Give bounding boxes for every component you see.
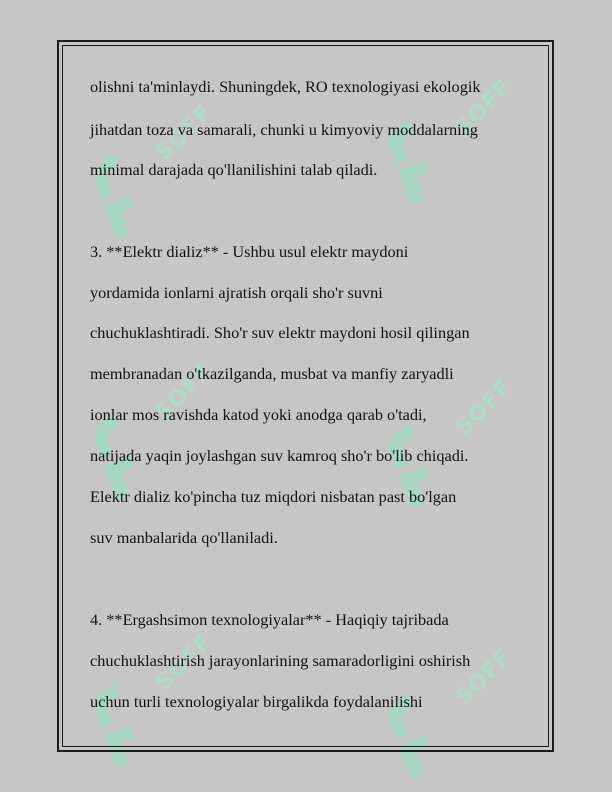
- watermark-text: SOFF: [151, 359, 218, 426]
- text-line: Elektr dializ ko'pincha tuz miqdori nisbatan past bo'lgan: [90, 487, 457, 506]
- page-border-inner: [62, 45, 549, 747]
- text-line: chuchuklashtiradi. Sho'r suv elektr maydoni hosil qilingan: [90, 323, 470, 342]
- watermark-text: SOFF: [451, 644, 518, 711]
- text-line: 3. **Elektr dializ** - Ushbu usul elektr maydoni: [90, 242, 409, 261]
- watermark-text: SOFF: [451, 374, 518, 441]
- text-line: membranadan o'tkazilganda, musbat va manfiy zaryadli: [90, 364, 454, 383]
- text-line: uchun turli texnologiyalar birgalikda foydalanilishi: [90, 692, 423, 711]
- text-line: olishni ta'minlaydi. Shuningdek, RO texnologiyasi ekologik: [90, 77, 481, 96]
- text-line: ionlar mos ravishda katod yoki anodga qarab o'tadi,: [90, 405, 427, 424]
- watermark-text: SOFF: [151, 99, 218, 166]
- watermark-text: SOFF: [151, 629, 218, 696]
- text-line: natijada yaqin joylashgan suv kamroq sho'r bo'lib chiqadi.: [90, 446, 469, 465]
- text-line: jihatdan toza va samarali, chunki u kimyoviy moddalarning: [90, 120, 478, 139]
- text-line: minimal darajada qo'llanilishini talab qiladi.: [90, 160, 378, 179]
- text-line: suv manbalarida qo'llaniladi.: [90, 528, 278, 547]
- text-line: chuchuklashtirish jarayonlarining samaradorligini oshirish: [90, 651, 471, 670]
- watermark-text: SOFF: [451, 74, 518, 141]
- text-line: 4. **Ergashsimon texnologiyalar** - Haqiqiy tajribada: [90, 610, 449, 629]
- text-line: yordamida ionlarni ajratish orqali sho'r suvni: [90, 283, 383, 302]
